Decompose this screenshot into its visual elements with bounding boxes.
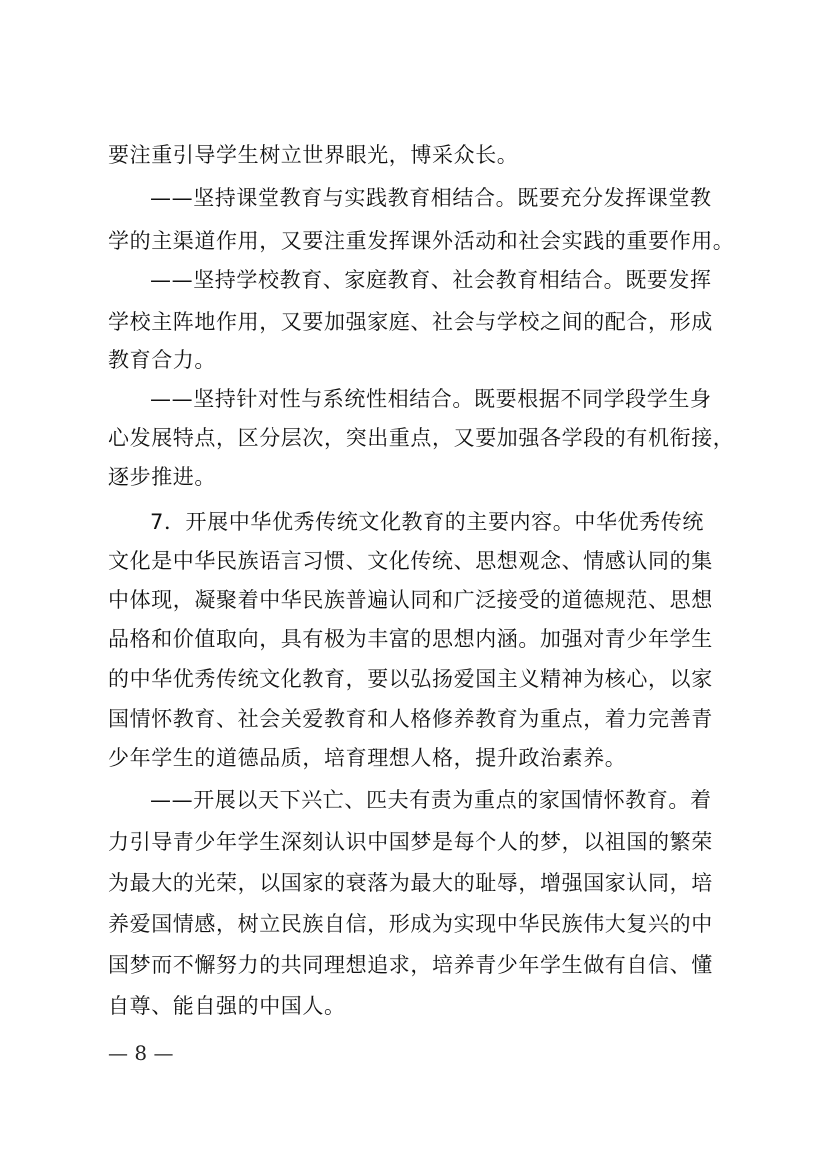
- text-line: ——坚持针对性与系统性相结合。既要根据不同学段学生身: [150, 387, 712, 411]
- text-line: 逐步推进。: [108, 465, 216, 489]
- text-line: 少年学生的道德品质，培育理想人格，提升政治素养。: [108, 746, 627, 770]
- text-line: 养爱国情感，树立民族自信，形成为实现中华民族伟大复兴的中: [108, 912, 713, 936]
- text-line: 国情怀教育、社会关爱教育和人格修养教育为重点，着力完善青: [108, 707, 713, 731]
- text-line: 7．开展中华优秀传统文化教育的主要内容。中华优秀传统: [150, 510, 704, 534]
- text-line: 教育合力。: [108, 348, 216, 372]
- text-line: 品格和价值取向，具有极为丰富的思想内涵。加强对青少年学生: [108, 627, 713, 651]
- text-line: 中体现，凝聚着中华民族普遍认同和广泛接受的道德规范、思想: [108, 588, 713, 612]
- text-line: 国梦而不懈努力的共同理想追求，培养青少年学生做有自信、懂: [108, 953, 713, 977]
- text-line: ——坚持课堂教育与实践教育相结合。既要充分发挥课堂教: [150, 186, 712, 210]
- text-line: 力引导青少年学生深刻认识中国梦是每个人的梦，以祖国的繁荣: [108, 830, 713, 854]
- text-line: 自尊、能自强的中国人。: [108, 994, 346, 1018]
- text-line: 要注重引导学生树立世界眼光，博采众长。: [108, 143, 519, 167]
- page-number: — 8 —: [108, 1041, 174, 1065]
- text-line: 心发展特点，区分层次，突出重点，又要加强各学段的有机衔接，: [108, 426, 735, 450]
- text-line: 为最大的光荣，以国家的衰落为最大的耻辱，增强国家认同，培: [108, 871, 713, 895]
- text-line: 学校主阵地作用，又要加强家庭、社会与学校之间的配合，形成: [108, 310, 713, 334]
- text-line: 的中华优秀传统文化教育，要以弘扬爱国主义精神为核心，以家: [108, 667, 713, 691]
- text-line: 文化是中华民族语言习惯、文化传统、思想观念、情感认同的集: [108, 549, 713, 573]
- text-line: 学的主渠道作用，又要注重发挥课外活动和社会实践的重要作用。: [108, 229, 735, 253]
- text-line: ——坚持学校教育、家庭教育、社会教育相结合。既要发挥: [150, 268, 712, 292]
- text-line: ——开展以天下兴亡、匹夫有责为重点的家国情怀教育。着: [150, 788, 712, 812]
